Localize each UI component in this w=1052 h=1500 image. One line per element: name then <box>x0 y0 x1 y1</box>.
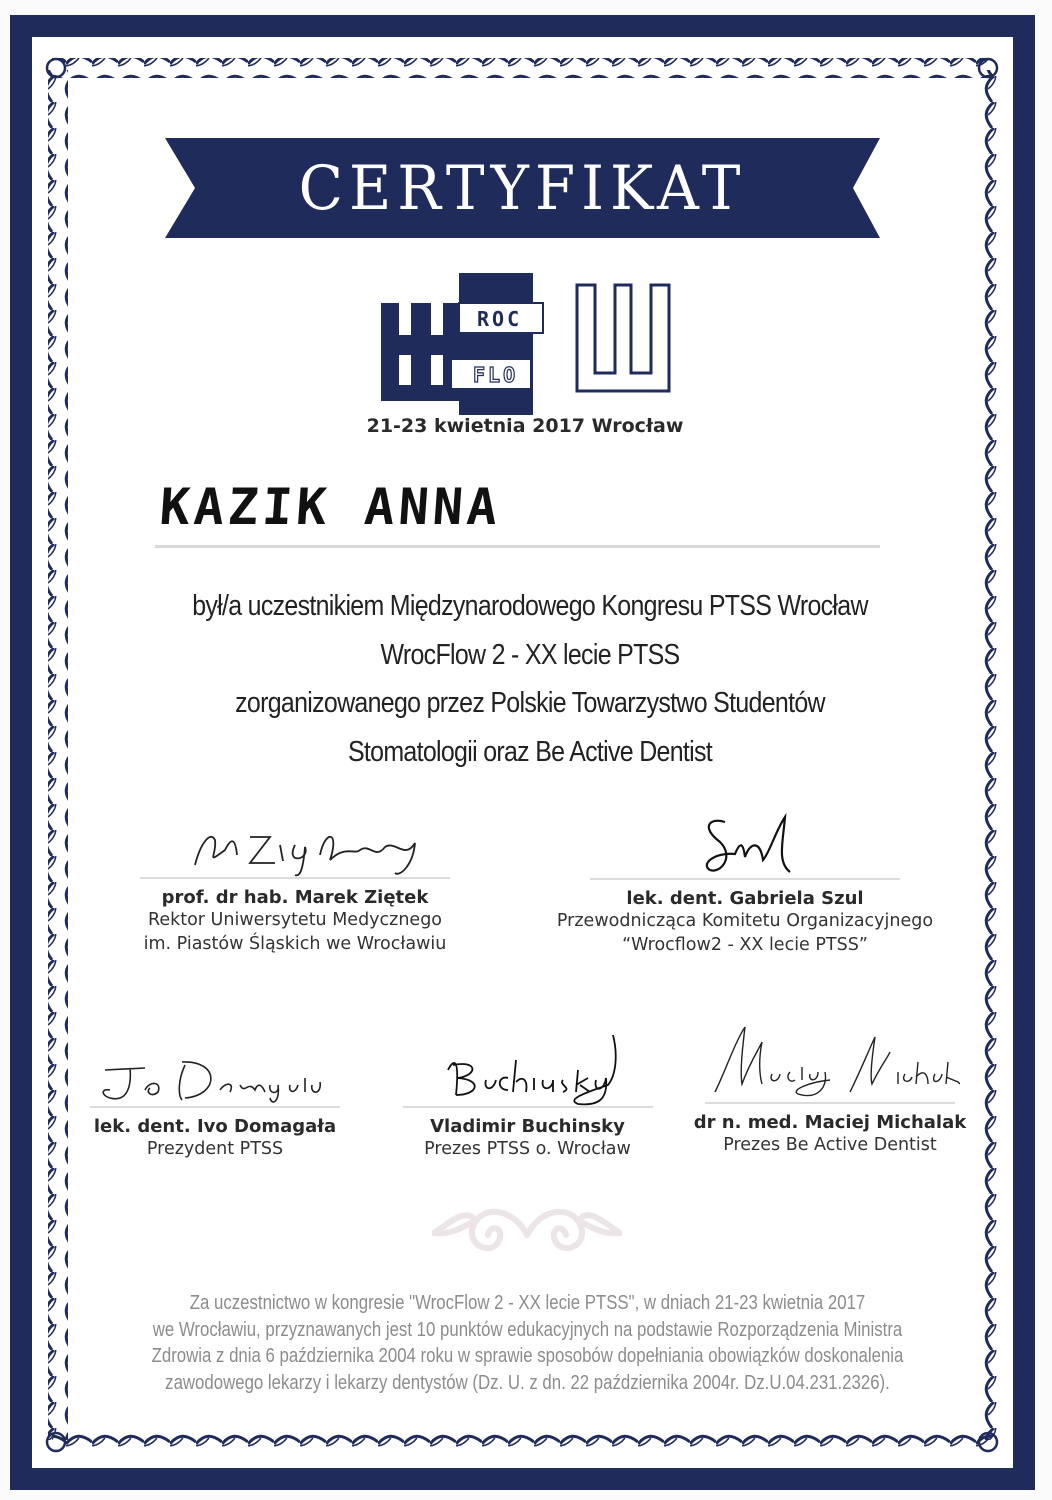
signature-line <box>403 1106 653 1108</box>
signatory-zietek <box>95 815 495 956</box>
signature-domagala <box>90 1040 340 1106</box>
footnote-line: zawodowego lekarzy i lekarzy dentystów (Dz. U. z dn. 22 października 2004r. Dz.U.04.231.2326). <box>165 1371 890 1394</box>
footnote-line: we Wrocławiu, przyznawanych jest 10 punktów edukacyjnych na podstawie Rozporządzenia Ministra <box>152 1318 903 1341</box>
signature-szul <box>645 812 845 878</box>
signatory-buchinsky <box>395 1030 660 1161</box>
signatory-role: “Wrocflow2 - XX lecie PTSS” <box>622 935 868 955</box>
footnote-line: Zdrowia z dnia 6 października 2004 roku w sprawie sposobów dopełniania obowiązków doskonalenia <box>151 1345 904 1367</box>
signature-line <box>705 1102 955 1104</box>
logo-flo-text: FLO <box>473 363 519 387</box>
signatory-michalak <box>680 1022 980 1157</box>
signature-zietek <box>155 815 435 877</box>
participant-name: KAZIK ANNA <box>157 478 504 536</box>
signatory-role: im. Piastów Śląskich we Wrocławiu <box>143 934 447 954</box>
signatory-name: Vladimir Buchinsky <box>430 1116 625 1137</box>
signatory-role: Prezes PTSS o. Wrocław <box>424 1139 631 1159</box>
body-line: był/a uczestnikiem Międzynarodowego Kongresu PTSS Wrocław <box>192 590 868 622</box>
participant-name-underline <box>155 545 880 548</box>
signatory-role: Przewodnicząca Komitetu Organizacyjnego <box>556 911 934 931</box>
signature-buchinsky <box>408 1030 648 1106</box>
logo-roc-text: ROC <box>477 307 523 331</box>
signatory-name: lek. dent. Gabriela Szul <box>626 888 864 909</box>
signature-line <box>140 877 450 879</box>
signatory-name: lek. dent. Ivo Domagała <box>93 1116 337 1137</box>
signatory-name: dr n. med. Maciej Michalak <box>693 1112 967 1133</box>
body-line: WrocFlow 2 - XX lecie PTSS <box>380 638 680 671</box>
certificate-title: CERTYFIKAT <box>298 152 747 224</box>
footnote-line: Za uczestnictwo w kongresie "WrocFlow 2 - XX lecie PTSS", w dniach 21-23 kwietnia 2017 <box>189 1292 866 1314</box>
signatory-role: Rektor Uniwersytetu Medycznego <box>147 910 443 930</box>
decorative-scroll-ornament <box>432 1195 622 1270</box>
signatory-role: Prezydent PTSS <box>146 1139 284 1159</box>
signature-line <box>590 878 900 880</box>
signature-line <box>90 1106 340 1108</box>
body-line: zorganizowanego przez Polskie Towarzystwo Studentów <box>235 687 825 719</box>
signatory-szul <box>510 812 980 957</box>
event-date-location: 21-23 kwietnia 2017 Wrocław <box>366 415 684 437</box>
signature-michalak <box>700 1022 960 1102</box>
education-points-footnote <box>80 1290 975 1396</box>
signatory-domagala <box>80 1040 350 1161</box>
signatory-name: prof. dr hab. Marek Ziętek <box>161 887 429 908</box>
certificate-body <box>100 582 960 776</box>
signatory-role: Prezes Be Active Dentist <box>723 1135 937 1155</box>
body-line: Stomatologii oraz Be Active Dentist <box>347 735 713 768</box>
wrocflow-logo <box>381 273 671 415</box>
